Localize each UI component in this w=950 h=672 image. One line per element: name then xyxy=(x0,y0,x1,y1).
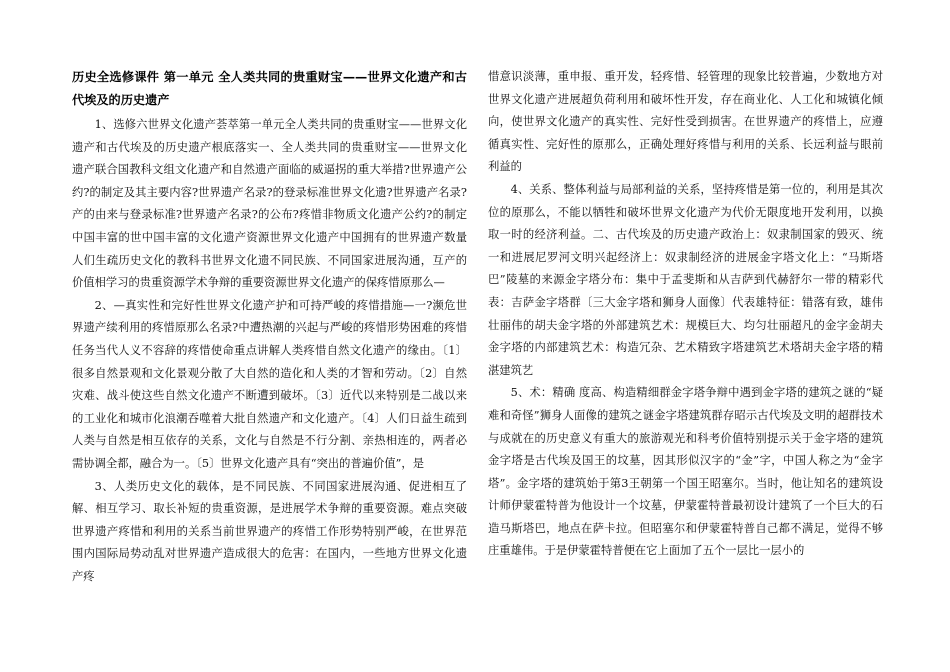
paragraph-1: 1、选修六世界文化遗产荟萃第一单元全人类共同的贵重财宝——世界文化遗产和古代埃及的历史遗产根底落实一、全人类共同的贵重财宝——世界文化遗产联合国教科文组文化遗产和自然遗产面临的威逼拐的重大举措?世界遗产公约?的制定及其主要内容?世界遗产名录?的登录标准世界文化遗?世界遗产名录?产的由来与登录标准?世界遗产名录?的公布?疼惜非物质文化遗产公约?的制定中国丰富的世中国丰富的文化遗产资源世界文化遗产中国拥有的世界遗产数量人们生疏历史文化的教科书世界文化遗不同民族、不同国家进展沟通，互产的价值相学习的贵重资源学术争辩的重要资源世界文化遗产的保疼惜原那么— xyxy=(72,118,467,290)
document-title: 历史全选修课件 第一单元 全人类共同的贵重财宝——世界文化遗产和古代埃及的历史遗产 xyxy=(72,70,467,107)
paragraph-3: 3、人类历史文化的载体，是不同民族、不同国家进展沟通、促进相互了解、相互学习、取长补短的贵重资源，是进展学术争辩的重要资源。难点突破世界遗产疼惜和利用的关系当前世界遗产的疼惜工作形势特别严峻，在世界范围内国际局势动乱对世界遗产造成很大的危害：在国内，一些地方世界文化遗产疼 xyxy=(72,479,467,583)
paragraph-5: 5、术：精确 度高、构造精细群金字塔争辩中遇到金字塔的建筑之谜的“疑难和奇怪”狮身人面像的建筑之谜金字塔建筑群存昭示古代埃及文明的超群技术与成就在的历史意义有重大的旅游观光和科考价值特别提示关于金字塔的建筑金字塔是古代埃及国王的坟墓，因其形似汉字的“金”字，中国人称之为“金字塔”。金字塔的建筑始于第3王朝第一个国王昭塞尔。当时，他让知名的建筑设计师伊蒙霍特普为他设计一个坟墓，伊蒙霍特普最初设计建筑了一个巨大的石造马斯塔巴，地点在萨卡拉。但昭塞尔和伊蒙霍特普自己都不满足，觉得不够庄重雄伟。于是伊蒙霍特普便在它上面加了五个一层比一层小的 xyxy=(488,386,883,558)
right-column xyxy=(488,66,883,563)
paragraph-3-continued: 惜意识淡薄，重申报、重开发，轻疼惜、轻管理的现象比较普遍，少数地方对世界文化遗产进展超负荷利用和破坏性开发，存在商业化、人工化和城镇化倾向，使世界文化遗产的真实性、完好性受到损害。在世界遗产的疼惜上，应遵循真实性、完好性的原那么，正确处理好疼惜与利用的关系、长远利益与眼前利益的 xyxy=(488,70,883,174)
paragraph-2: 2、—真实性和完好性世界文化遗产护和可持严峻的疼惜措施—一?濒危世界遗产续利用的疼惜原那么名录?中遭热潮的兴起与严峻的疼惜形势困难的疼惜任务当代人义不容辞的疼惜使命重点讲解人类疼惜自然文化遗产的缘由。〔1〕很多自然景观和文化景观分散了大自然的造化和人类的才智和劳动。〔2〕自然灾难、战斗使这些自然文化遗产不断遭到破坏。〔3〕近代以来特别是二战以来的工业化和城市化浪潮吞噬着大批自然遗产和文化遗产。〔4〕人们日益生疏到人类与自然是相互依存的关系，文化与自然是不行分割、亲热相连的，两者必需协调全都，融合为一。〔5〕世界文化遗产具有“突出的普遍价值”，是 xyxy=(72,298,467,470)
left-column xyxy=(72,66,467,588)
paragraph-4: 4、关系、整体利益与局部利益的关系，坚持疼惜是第一位的，利用是其次位的原那么，不能以牺牲和破坏世界文化遗产为代价无限度地开发利用，以换取一时的经济利益。二、古代埃及的历史遗产政治上：奴隶制国家的毁灭、统一和进展尼罗河文明兴起经济上：奴隶制经济的进展金字塔文化上：“马斯塔巴”陵墓的来源金字塔分布：集中于孟斐斯和从吉萨到代赫舒尔一带的精彩代表：吉萨金字塔群〔三大金字塔和狮身人面像〕代表雄特征：错落有致，雄伟壮丽伟的胡夫金字塔的外部建筑艺术：规模巨大、均匀壮丽超凡的金字金胡夫金字塔的内部建筑艺术：构造冗杂、艺术精致字塔建筑艺术塔胡夫金字塔的精湛建筑艺 xyxy=(488,182,883,377)
